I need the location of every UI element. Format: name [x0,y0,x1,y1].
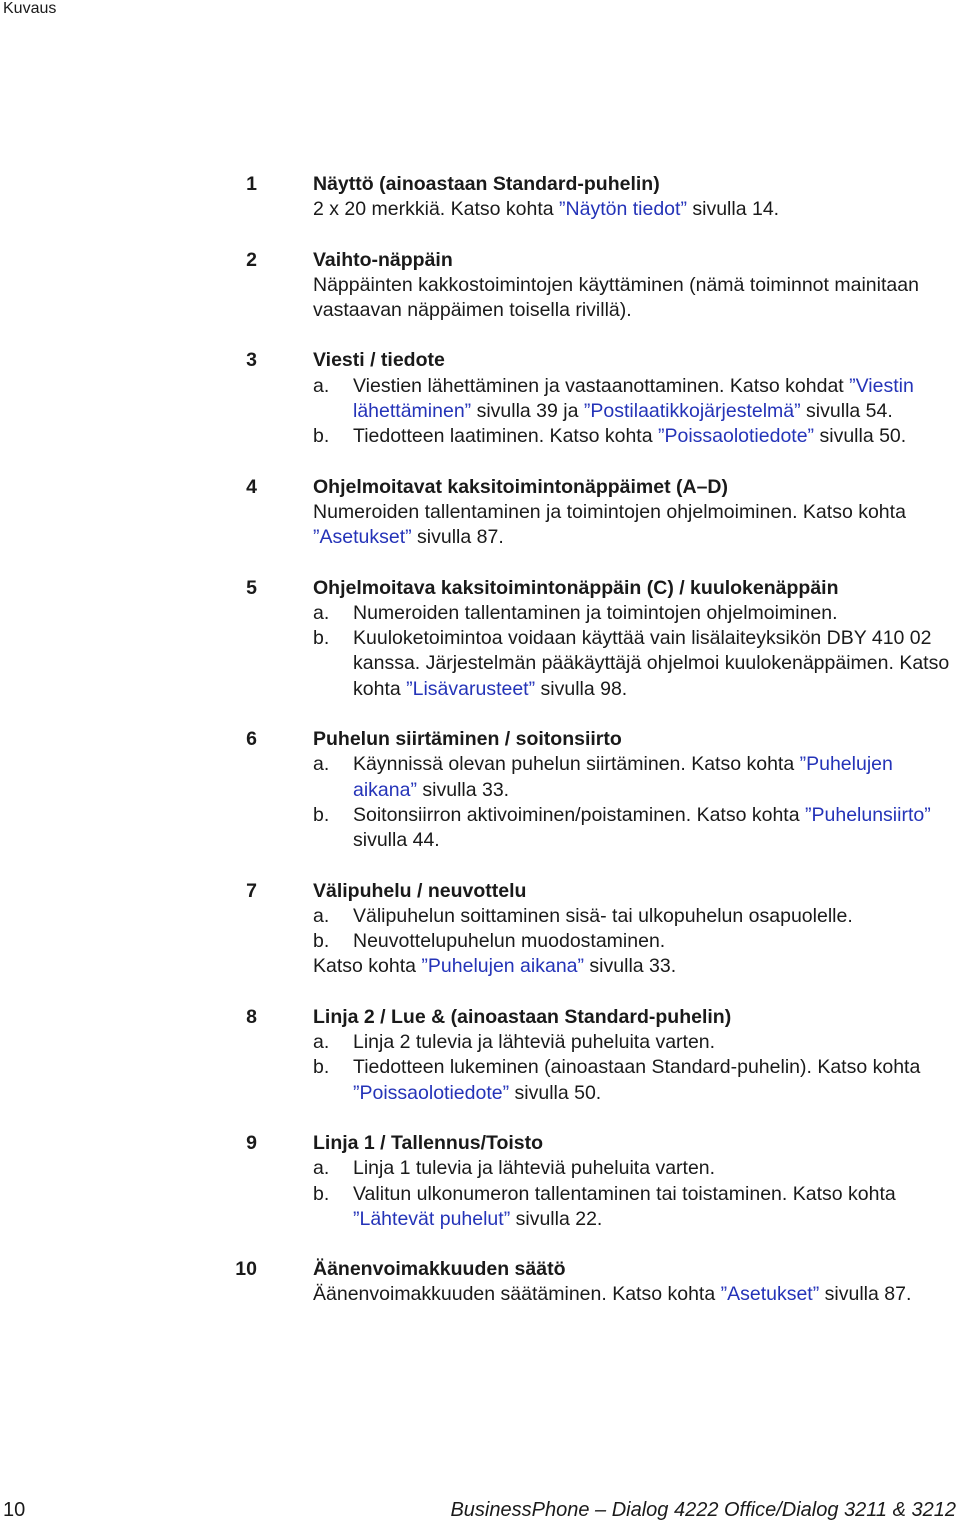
description-text: sivulla 22. [510,1207,603,1230]
sub-item-text [353,1156,958,1181]
sub-item [313,424,958,449]
list-item [0,475,960,551]
page-number: 10 [3,1499,26,1521]
description-text: Katso kohta [313,955,422,978]
description-text: sivulla 50. [509,1081,602,1104]
cross-reference-link[interactable]: ”Puhelunsiirto” [805,803,931,826]
sub-item-text [353,752,958,803]
sub-item-text [353,374,958,425]
cross-reference-link[interactable]: ”Viestin lähettäminen” [353,374,914,423]
sub-item-letter: a. [313,1157,330,1180]
list-item [0,879,960,980]
sub-item-letter: b. [313,425,330,448]
description-text: Kuuloketoimintoa voidaan käyttää vain lisälaiteyksikön DBY 410 02 kanssa. Järjestelmän pääkäyttäjä ohjelmoi kuulokenäppäimen. Katso kohta [353,627,950,700]
description-text: Valitun ulkonumeron tallentaminen tai toistaminen. Katso kohta [353,1182,896,1205]
item-body [313,727,958,853]
item-body [313,576,958,702]
item-list [0,172,960,1333]
sub-item [313,626,958,702]
sub-item-text [353,601,958,626]
item-body [313,248,958,324]
sub-item-text [353,1182,958,1233]
description-text: 2 x 20 merkkiä. Katso kohta [313,198,560,221]
item-number: 10 [235,1258,257,1281]
item-body [313,1257,958,1308]
description-text: Näppäinten kakkostoimintojen käyttäminen (nämä toiminnot mainitaan vastaavan näppäimen toisella rivillä). [313,273,919,322]
item-number: 9 [246,1131,257,1154]
sub-item-text [353,424,958,449]
item-description [313,273,958,324]
sub-item [313,1182,958,1233]
item-body [313,1131,958,1232]
sub-item-text [353,803,958,854]
description-text: sivulla 50. [814,425,907,448]
description-text: Äänenvoimakkuuden säätäminen. Katso kohta [313,1283,721,1306]
item-body [313,172,958,223]
item-description [313,197,958,222]
sub-item [313,1055,958,1106]
item-number: 8 [246,1005,257,1028]
description-text: sivulla 54. [800,400,893,423]
sub-item-letter: b. [313,803,330,826]
description-text: Linja 2 tulevia ja lähteviä puheluita varten. [353,1031,716,1054]
section-label: Kuvaus [3,0,57,17]
description-text: Käynnissä olevan puhelun siirtäminen. Katso kohta [353,753,800,776]
sub-item-letter: a. [313,753,330,776]
item-body [313,348,958,449]
item-title: Linja 1 / Tallennus/Toisto [313,1131,544,1154]
description-text: Soitonsiirron aktivoiminen/poistaminen. Katso kohta [353,803,805,826]
cross-reference-link[interactable]: ”Postilaatikkojärjestelmä” [583,400,801,423]
description-text: Tiedotteen lukeminen (ainoastaan Standard-puhelin). Katso kohta [353,1056,921,1079]
cross-reference-link[interactable]: ”Näytön tiedot” [559,198,687,221]
cross-reference-link[interactable]: ”Poissaolotiedote” [353,1081,510,1104]
cross-reference-link[interactable]: ”Asetukset” [720,1283,820,1306]
item-title: Ohjelmoitavat kaksitoimintonäppäimet (A–D) [313,475,728,498]
sub-item [313,1156,958,1181]
list-item [0,248,960,324]
description-text: sivulla 39 ja [471,400,584,423]
sub-item-text [353,1055,958,1106]
list-item [0,1131,960,1232]
sub-item [313,904,958,929]
list-item [0,1005,960,1106]
item-body [313,879,958,980]
sub-item-letter: a. [313,904,330,927]
item-title: Näyttö (ainoastaan Standard-puhelin) [313,173,660,195]
description-text: Numeroiden tallentaminen ja toimintojen ohjelmoiminen. [353,601,838,624]
cross-reference-link[interactable]: ”Asetukset” [313,526,412,549]
item-title: Ohjelmoitava kaksitoimintonäppäin (C) / kuulokenäppäin [313,576,839,599]
item-title: Vaihto-näppäin [313,248,453,271]
description-text: Viestien lähettäminen ja vastaanottaminen. Katso kohdat [353,374,850,397]
item-number: 7 [246,879,257,902]
description-text: Tiedotteen laatiminen. Katso kohta [353,425,658,448]
item-title: Viesti / tiedote [313,349,445,372]
sub-item-letter: b. [313,627,330,650]
item-title: Linja 2 / Lue & (ainoastaan Standard-puhelin) [313,1005,732,1028]
sub-item [313,929,958,954]
item-number: 6 [246,728,257,751]
sub-item-text [353,1030,958,1055]
sub-item-text [353,904,958,929]
sub-item-letter: b. [313,1056,330,1079]
item-body [313,475,958,551]
item-body [313,1005,958,1106]
item-number: 3 [246,349,257,372]
list-item [0,576,960,702]
cross-reference-link[interactable]: ”Lisävarusteet” [406,677,536,700]
sub-item-text [353,929,958,954]
sub-item-text [353,626,958,702]
cross-reference-link[interactable]: ”Puhelujen aikana” [353,753,893,801]
list-item [0,172,960,223]
sub-item [313,803,958,854]
item-reference [313,954,958,979]
description-text: sivulla 14. [686,198,780,221]
document-title: BusinessPhone – Dialog 4222 Office/Dialog 3211 & 3212 [450,1499,956,1521]
description-text: sivulla 98. [535,677,628,700]
sub-item-letter: a. [313,374,330,397]
description-text: Välipuhelun soittaminen sisä- tai ulkopuhelun osapuolelle. [353,904,853,927]
sub-item [313,601,958,626]
item-description [313,500,958,551]
cross-reference-link[interactable]: ”Puhelujen aikana” [421,955,585,978]
item-number: 2 [246,248,257,271]
item-number: 4 [246,475,257,498]
description-text: sivulla 87. [411,526,504,549]
item-description [313,1282,958,1307]
sub-item-letter: a. [313,601,330,624]
description-text: Neuvottelupuhelun muodostaminen. [353,930,666,953]
item-title: Puhelun siirtäminen / soitonsiirto [313,728,622,751]
sub-item-letter: b. [313,1182,330,1205]
list-item [0,1257,960,1308]
cross-reference-link[interactable]: ”Lähtevät puhelut” [353,1207,511,1230]
cross-reference-link[interactable]: ”Poissaolotiedote” [657,425,815,448]
description-text: sivulla 33. [584,955,677,978]
description-text: Numeroiden tallentaminen ja toimintojen ohjelmoiminen. Katso kohta [313,500,906,523]
description-text: sivulla 33. [416,778,510,801]
sub-item [313,752,958,803]
sub-item-letter: a. [313,1031,330,1054]
list-item [0,348,960,449]
sub-item [313,374,958,425]
list-item [0,727,960,853]
item-title: Välipuhelu / neuvottelu [313,879,527,902]
sub-item-letter: b. [313,930,330,953]
item-number: 1 [246,173,257,195]
item-title: Äänenvoimakkuuden säätö [313,1258,566,1281]
item-number: 5 [246,576,257,599]
sub-item [313,1030,958,1055]
description-text: sivulla 44. [353,829,440,852]
description-text: sivulla 87. [819,1283,912,1306]
description-text: Linja 1 tulevia ja lähteviä puheluita varten. [353,1157,716,1180]
